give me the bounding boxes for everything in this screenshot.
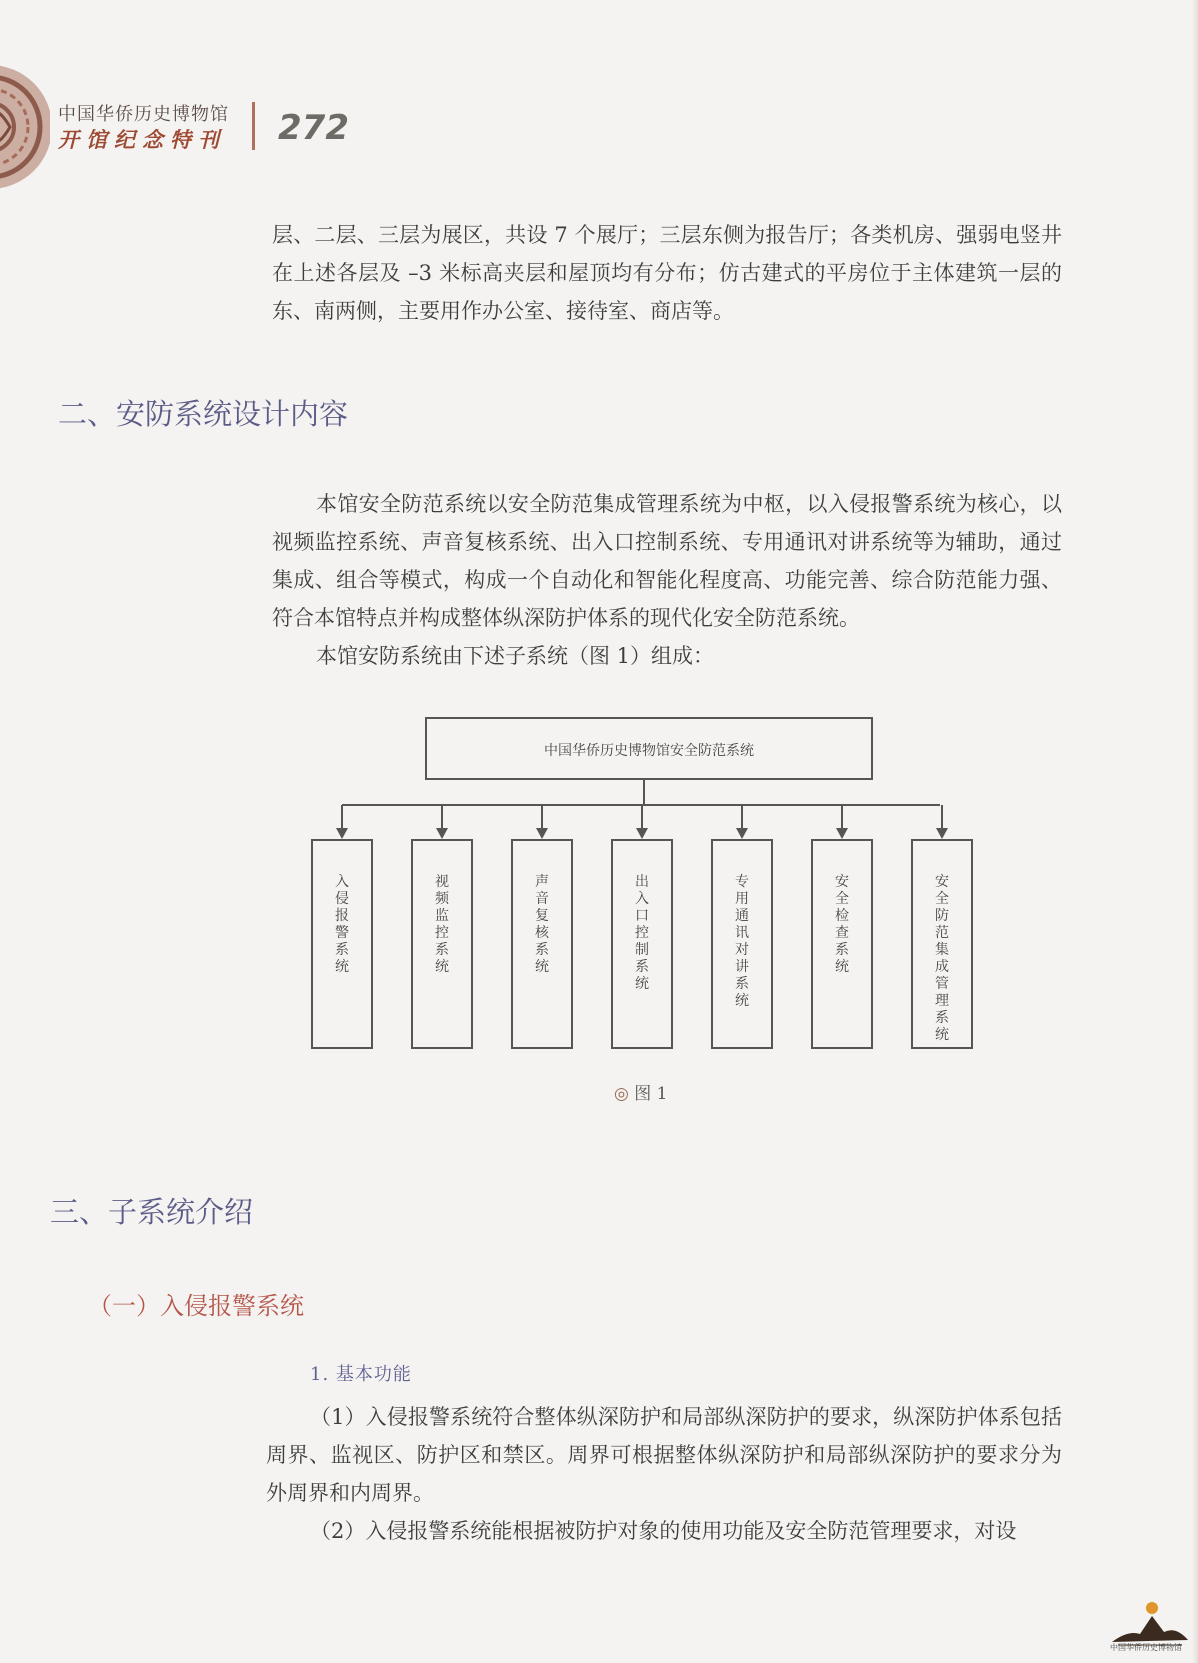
security-system-diagram	[300, 710, 980, 1066]
diagram-root-label: 中国华侨历史博物馆安全防范系统	[544, 743, 754, 759]
diagram-arrowhead	[936, 828, 948, 839]
header-divider	[252, 102, 255, 150]
diagram-arrowhead	[436, 828, 448, 839]
diagram-child-label: 安全检查系统	[835, 874, 849, 975]
section3-paragraph: （1）入侵报警系统符合整体纵深防护和局部纵深防护的要求，纵深防护体系包括周界、监视区、防护区和禁区。周界可根据整体纵深防护和局部纵深防护的要求分为外周界和内周界。	[266, 1405, 1062, 1505]
diagram-arrowhead	[736, 828, 748, 839]
ornament-emblem-icon	[0, 52, 50, 202]
footer-logo-text: 中国华侨历史博物馆	[1110, 1643, 1182, 1652]
diagram-child-label: 专用通讯对讲系统	[735, 874, 749, 1009]
diagram-arrowhead	[336, 828, 348, 839]
diagram-child-label: 入侵报警系统	[335, 874, 349, 975]
section2-heading: 二、安防系统设计内容	[58, 397, 349, 431]
diagram-arrowhead	[836, 828, 848, 839]
page-edge	[1192, 0, 1198, 1663]
figure-caption-mark: ◎	[614, 1084, 629, 1104]
diagram-child-label: 安全防范集成管理系统	[935, 874, 949, 1043]
section3-paragraph-2: （2）入侵报警系统能根据被防护对象的使用功能及安全防范管理要求，对设	[310, 1519, 1017, 1543]
diagram-child-label: 视频监控系统	[435, 874, 449, 975]
diagram-arrowhead	[536, 828, 548, 839]
figure-caption	[614, 1079, 667, 1104]
item-heading: 1. 基本功能	[310, 1364, 412, 1385]
diagram-child-label: 出入口控制系统	[635, 874, 649, 992]
section2-paragraph: 本馆安全防范系统以安全防范集成管理系统为中枢，以入侵报警系统为核心，以视频监控系统、声音复核系统、出入口控制系统、专用通讯对讲系统等为辅助，通过集成、组合等模式，构成一个自动化和智能化程度高、功能完善、综合防范能力强、符合本馆特点并构成整体纵深防护体系的现代化安全防范系统。	[272, 492, 1062, 630]
diagram-child-label: 声音复核系统	[535, 874, 549, 975]
section3-heading: 三、子系统介绍	[50, 1195, 254, 1229]
intro-paragraph: 层、二层、三层为展区，共设 7 个展厅；三层东侧为报告厅；各类机房、强弱电竖井在上述各层及 –3 米标高夹层和屋顶均有分布；仿古建式的平房位于主体建筑一层的东、南两侧，主要用作办公室、接待室、商店等。	[272, 223, 1062, 323]
page-number: 272	[278, 108, 349, 148]
section2-paragraph-2: 本馆安防系统由下述子系统（图 1）组成：	[316, 644, 715, 668]
header-special-issue: 开馆纪念特刊	[58, 127, 226, 152]
figure-caption-text: 图 1	[634, 1084, 668, 1104]
diagram-arrowhead	[636, 828, 648, 839]
subsection-heading: （一）入侵报警系统	[88, 1292, 304, 1320]
header-museum-name: 中国华侨历史博物馆	[58, 104, 229, 125]
